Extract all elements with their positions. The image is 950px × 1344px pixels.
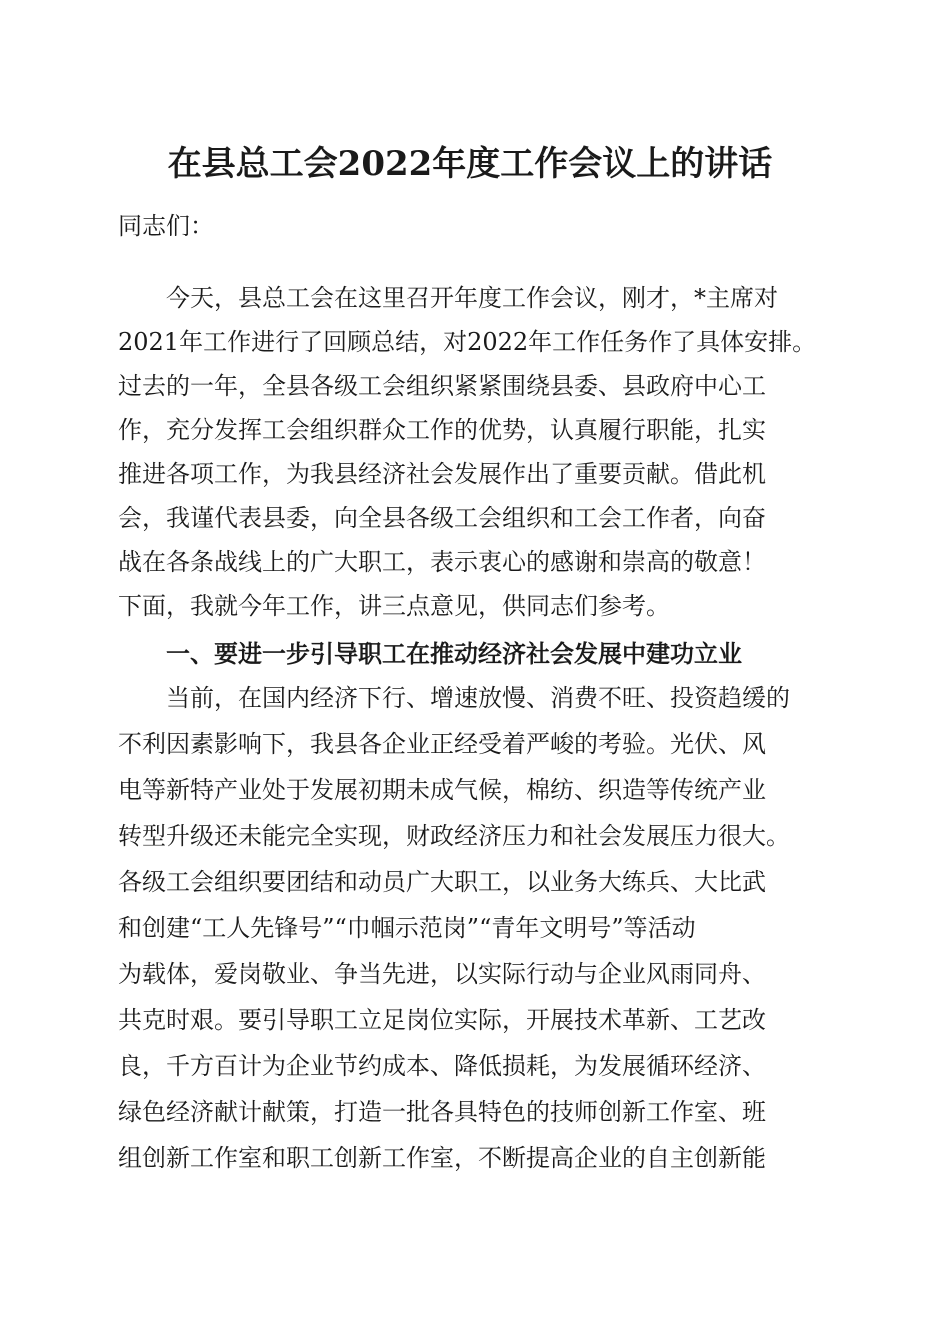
paragraph-2-line-10: 绿色经济献计献策，打造一批各具特色的技师创新工作室、班	[118, 1098, 766, 1126]
paragraph-2-line-2: 不利因素影响下，我县各企业正经受着严峻的考验。光伏、风	[118, 730, 766, 758]
paragraph-2-line-3: 电等新特产业处于发展初期未成气候，棉纺、织造等传统产业	[118, 776, 766, 804]
paragraph-2-line-7: 为载体，爱岗敬业、争当先进，以实际行动与企业风雨同舟、	[118, 960, 766, 988]
paragraph-1-line-4: 作，充分发挥工会组织群众工作的优势，认真履行职能，扎实	[118, 416, 766, 444]
paragraph-1-line-1: 今天，县总工会在这里召开年度工作会议，刚才，*主席对	[118, 284, 778, 312]
document-title: 在县总工会2022年度工作会议上的讲话	[167, 144, 773, 184]
paragraph-2-line-1: 当前，在国内经济下行、增速放慢、消费不旺、投资趋缓的	[118, 684, 790, 712]
paragraph-2-line-9: 良，千方百计为企业节约成本、降低损耗，为发展循环经济、	[118, 1052, 766, 1080]
paragraph-1-line-7: 战在各条战线上的广大职工，表示衷心的感谢和崇高的敬意！	[118, 548, 766, 576]
paragraph-2-line-8: 共克时艰。要引导职工立足岗位实际，开展技术革新、工艺改	[118, 1006, 766, 1034]
salutation: 同志们：	[118, 212, 214, 240]
paragraph-1-line-2: 2021年工作进行了回顾总结，对2022年工作任务作了具体安排。	[118, 328, 817, 356]
paragraph-1-line-3: 过去的一年，全县各级工会组织紧紧围绕县委、县政府中心工	[118, 372, 766, 400]
paragraph-1-line-6: 会，我谨代表县委，向全县各级工会组织和工会工作者，向奋	[118, 504, 766, 532]
paragraph-1-line-8: 下面，我就今年工作，讲三点意见，供同志们参考。	[118, 592, 670, 620]
paragraph-1-line-5: 推进各项工作，为我县经济社会发展作出了重要贡献。借此机	[118, 460, 766, 488]
section-1-heading: 一、要进一步引导职工在推动经济社会发展中建功立业	[118, 640, 742, 668]
paragraph-2-line-11: 组创新工作室和职工创新工作室，不断提高企业的自主创新能	[118, 1144, 766, 1172]
paragraph-2-line-5: 各级工会组织要团结和动员广大职工，以业务大练兵、大比武	[118, 868, 766, 896]
paragraph-2-line-6: 和创建“工人先锋号”“巾帼示范岗”“青年文明号”等活动	[118, 914, 696, 942]
paragraph-2-line-4: 转型升级还未能完全实现，财政经济压力和社会发展压力很大。	[118, 822, 790, 850]
